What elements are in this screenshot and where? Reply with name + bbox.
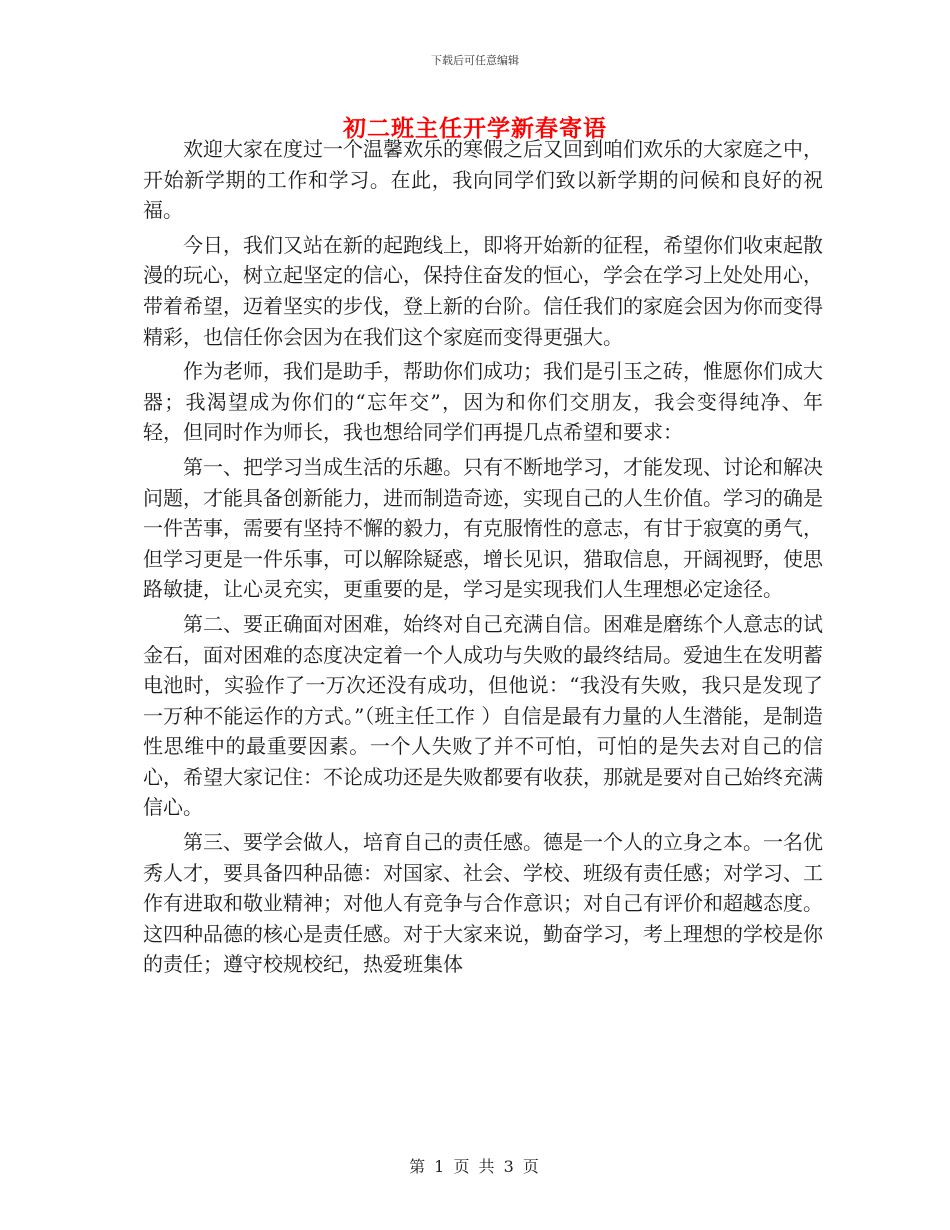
paragraph-point-three: 第三、要学会做人，培育自己的责任感。德是一个人的立身之本。一名优秀人才，要具备四种品德：对国家、社会、学校、班级有责任感；对学习、工作有进取和敬业精神；对他人有竞争与合作意识；对自己有评价和超越态度。这四种品德的核心是责任感。对于大家来说，勤奋学习，考上理想的学校是你的责任；遵守校规校纪，热爱班集体	[143, 830, 823, 977]
paragraph-point-two: 第二、要正确面对困难，始终对自己充满自信。困难是磨练个人意志的试金石，面对困难的态度决定着一个人成功与失败的最终结局。爱迪生在发明蓄电池时，实验作了一万次还没有成功，但他说：“我没有失败，我只是发现了一万种不能运作的方式。”（班主任工作 ）自信是最有力量的人生潜能，是制造性思维中的最重要因素。一个人失败了并不可怕，可怕的是失去对自己的信心，希望大家记住：不论成功还是失败都要有收获，那就是要对自己始终充满信心。	[143, 611, 823, 820]
paragraph-welcome: 欢迎大家在度过一个温馨欢乐的寒假之后又回到咱们欢乐的大家庭之中，开始新学期的工作和学习。在此，我向同学们致以新学期的问候和良好的祝福。	[143, 137, 823, 223]
document-body	[143, 134, 823, 984]
paragraph-new-start: 今日，我们又站在新的起跑线上，即将开始新的征程，希望你们收束起散漫的玩心，树立起坚定的信心，保持住奋发的恒心，学会在学习上处处用心，带着希望，迈着坚实的步伐，登上新的台阶。信任我们的家庭会因为你而变得精彩，也信任你会因为在我们这个家庭而变得更强大。	[143, 232, 823, 349]
page-number: 第 1 页 共 3 页	[409, 1157, 541, 1176]
paragraph-teacher-role: 作为老师，我们是助手，帮助你们成功；我们是引玉之砖，惟愿你们成大器；我渴望成为你们的“忘年交”，因为和你们交朋友，我会变得纯净、年轻，但同时作为师长，我也想给同学们再提几点希望和要求：	[143, 359, 823, 445]
document-title: 初二班主任开学新春寄语	[343, 115, 607, 142]
paragraph-point-one: 第一、把学习当成生活的乐趣。只有不断地学习，才能发现、讨论和解决问题，才能具备创新能力，进而制造奇迹，实现自己的人生价值。学习的确是一件苦事，需要有坚持不懈的毅力，有克服惰性的意志，有甘于寂寞的勇气，但学习更是一件乐事，可以解除疑惑，增长见识，猎取信息，开阔视野，使思路敏捷，让心灵充实，更重要的是，学习是实现我们人生理想必定途径。	[143, 454, 823, 602]
page-header-note: 下载后可任意编辑	[431, 54, 519, 67]
